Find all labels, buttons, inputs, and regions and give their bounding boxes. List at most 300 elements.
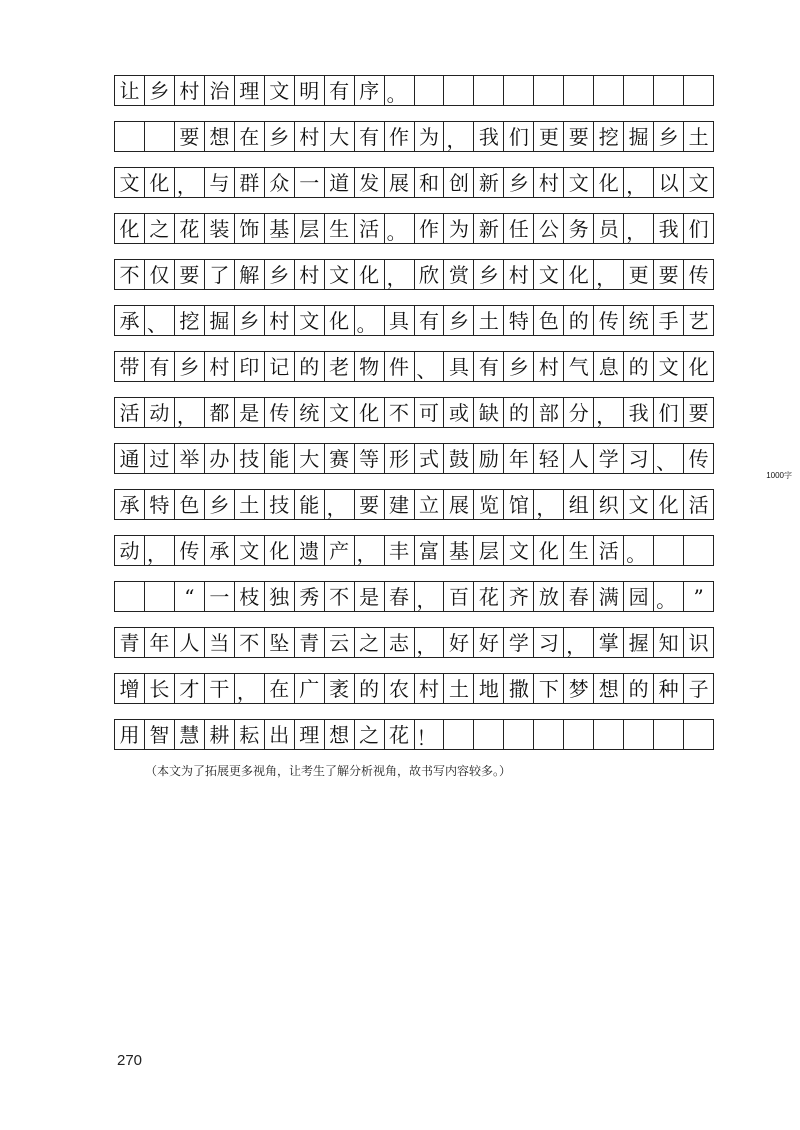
grid-cell: 花: [474, 582, 504, 611]
grid-cell: 村: [175, 76, 205, 105]
grid-cell: 艺: [684, 306, 714, 335]
grid-cell: 道: [325, 168, 355, 197]
grid-cell: 能: [295, 490, 325, 519]
grid-cell: 一: [205, 582, 235, 611]
grid-cell: 动: [115, 536, 145, 565]
grid-cell: 基: [444, 536, 474, 565]
grid-cell: 以: [654, 168, 684, 197]
grid-cell: ，: [564, 628, 594, 657]
grid-cell: ”: [684, 582, 714, 611]
grid-cell: 赛: [325, 444, 355, 473]
grid-cell: 想: [325, 720, 355, 749]
grid-cell: 轻: [534, 444, 564, 473]
grid-cell: 举: [175, 444, 205, 473]
grid-cell: 村: [205, 352, 235, 381]
grid-cell: 通: [115, 444, 145, 473]
grid-cell: 新: [474, 214, 504, 243]
grid-cell: [654, 536, 684, 565]
grid-cell: 文: [235, 536, 265, 565]
grid-cell: 。: [385, 76, 415, 105]
grid-cell: ，: [145, 536, 175, 565]
grid-cell: 要: [684, 398, 714, 427]
grid-cell: 生: [325, 214, 355, 243]
grid-cell: [474, 76, 504, 105]
grid-cell: 带: [115, 352, 145, 381]
grid-cell: 务: [564, 214, 594, 243]
grid-cell: 乡: [444, 306, 474, 335]
grid-cell: 色: [534, 306, 564, 335]
grid-cell: 慧: [175, 720, 205, 749]
grid-cell: 枝: [235, 582, 265, 611]
grid-cell: [474, 720, 504, 749]
grid-cell: 新: [474, 168, 504, 197]
grid-cell: 具: [444, 352, 474, 381]
grid-cell: 活: [355, 214, 385, 243]
grid-cell: 乡: [504, 168, 534, 197]
grid-cell: 满: [594, 582, 624, 611]
grid-cell: 有: [355, 122, 385, 151]
grid-cell: 我: [474, 122, 504, 151]
grid-cell: 化: [564, 260, 594, 289]
grid-cell: 立: [415, 490, 445, 519]
grid-cell: 习: [624, 444, 654, 473]
grid-cell: ，: [444, 122, 474, 151]
grid-cell: 年: [504, 444, 534, 473]
grid-cell: 花: [175, 214, 205, 243]
grid-cell: 老: [325, 352, 355, 381]
grid-cell: 之: [355, 720, 385, 749]
grid-cell: 村: [534, 168, 564, 197]
grid-cell: 青: [115, 628, 145, 657]
grid-cell: 村: [295, 260, 325, 289]
grid-cell: [115, 582, 145, 611]
grid-cell: 习: [534, 628, 564, 657]
grid-cell: 。: [355, 306, 385, 335]
grid-cell: 欣: [415, 260, 445, 289]
grid-cell: 是: [235, 398, 265, 427]
grid-cell: 传: [594, 306, 624, 335]
grid-cell: 坠: [265, 628, 295, 657]
grid-cell: 层: [474, 536, 504, 565]
grid-cell: 作: [415, 214, 445, 243]
grid-cell: 展: [385, 168, 415, 197]
grid-cell: 耘: [235, 720, 265, 749]
grid-cell: 要: [175, 260, 205, 289]
grid-cell: [564, 76, 594, 105]
grid-cell: 创: [444, 168, 474, 197]
grid-cell: 赏: [444, 260, 474, 289]
grid-cell: 等: [355, 444, 385, 473]
grid-cell: 文: [654, 352, 684, 381]
grid-cell: [444, 76, 474, 105]
grid-cell: 文: [684, 168, 714, 197]
grid-cell: 花: [385, 720, 415, 749]
grid-cell: 建: [385, 490, 415, 519]
grid-cell: 梦: [564, 674, 594, 703]
grid-cell: 群: [235, 168, 265, 197]
grid-row: [114, 581, 714, 612]
grid-cell: 才: [175, 674, 205, 703]
grid-cell: 化: [534, 536, 564, 565]
grid-cell: 学: [504, 628, 534, 657]
grid-cell: 袤: [325, 674, 355, 703]
grid-cell: 在: [265, 674, 295, 703]
grid-cell: 富: [415, 536, 445, 565]
grid-cell: 有: [325, 76, 355, 105]
grid-cell: 子: [684, 674, 714, 703]
grid-cell: 学: [594, 444, 624, 473]
grid-cell: 村: [265, 306, 295, 335]
grid-cell: 下: [534, 674, 564, 703]
grid-cell: 干: [205, 674, 235, 703]
grid-cell: 土: [474, 306, 504, 335]
grid-cell: 化: [265, 536, 295, 565]
grid-cell: 识: [684, 628, 714, 657]
grid-cell: 种: [654, 674, 684, 703]
grid-cell: ，: [624, 168, 654, 197]
grid-cell: 、: [415, 352, 445, 381]
grid-cell: 好: [474, 628, 504, 657]
grid-cell: 缺: [474, 398, 504, 427]
grid-cell: ！: [415, 720, 445, 749]
grid-cell: 撒: [504, 674, 534, 703]
grid-cell: 要: [355, 490, 385, 519]
grid-cell: 公: [534, 214, 564, 243]
grid-cell: 印: [235, 352, 265, 381]
grid-cell: ，: [534, 490, 564, 519]
grid-cell: 不: [325, 582, 355, 611]
grid-row: [114, 259, 714, 290]
grid-cell: 人: [175, 628, 205, 657]
grid-cell: 出: [265, 720, 295, 749]
grid-cell: 文: [534, 260, 564, 289]
grid-cell: [654, 76, 684, 105]
grid-cell: 村: [504, 260, 534, 289]
grid-cell: 乡: [205, 490, 235, 519]
grid-cell: 村: [415, 674, 445, 703]
grid-cell: 不: [385, 398, 415, 427]
grid-cell: 息: [594, 352, 624, 381]
grid-cell: 更: [534, 122, 564, 151]
grid-cell: 传: [265, 398, 295, 427]
grid-cell: 化: [654, 490, 684, 519]
grid-cell: 活: [684, 490, 714, 519]
grid-cell: [594, 720, 624, 749]
grid-cell: [534, 720, 564, 749]
grid-cell: 、: [654, 444, 684, 473]
grid-cell: 和: [415, 168, 445, 197]
grid-cell: 乡: [265, 122, 295, 151]
grid-cell: 一: [295, 168, 325, 197]
grid-cell: 乡: [145, 76, 175, 105]
grid-cell: 耕: [205, 720, 235, 749]
grid-cell: 员: [594, 214, 624, 243]
grid-cell: 文: [115, 168, 145, 197]
grid-cell: 文: [325, 398, 355, 427]
grid-cell: 放: [534, 582, 564, 611]
grid-row: [114, 489, 714, 520]
grid-cell: [624, 720, 654, 749]
grid-cell: 大: [325, 122, 355, 151]
grid-cell: 馆: [504, 490, 534, 519]
grid-cell: 遗: [295, 536, 325, 565]
grid-cell: 记: [265, 352, 295, 381]
grid-cell: 地: [474, 674, 504, 703]
grid-row: [114, 167, 714, 198]
grid-cell: ，: [355, 536, 385, 565]
grid-cell: ，: [175, 168, 205, 197]
grid-cell: [444, 720, 474, 749]
grid-cell: 的: [624, 352, 654, 381]
grid-cell: 当: [205, 628, 235, 657]
grid-cell: 了: [205, 260, 235, 289]
grid-cell: 我: [654, 214, 684, 243]
grid-cell: 不: [115, 260, 145, 289]
grid-cell: 理: [295, 720, 325, 749]
grid-cell: 不: [235, 628, 265, 657]
grid-cell: 独: [265, 582, 295, 611]
grid-cell: [594, 76, 624, 105]
grid-cell: 更: [624, 260, 654, 289]
grid-cell: 任: [504, 214, 534, 243]
grid-cell: 承: [115, 306, 145, 335]
grid-cell: [534, 76, 564, 105]
grid-cell: 鼓: [444, 444, 474, 473]
grid-cell: 统: [624, 306, 654, 335]
grid-cell: 化: [145, 168, 175, 197]
word-count-marker: 1000字: [766, 471, 792, 480]
grid-cell: 仅: [145, 260, 175, 289]
grid-cell: 乡: [654, 122, 684, 151]
grid-cell: 励: [474, 444, 504, 473]
grid-cell: 云: [325, 628, 355, 657]
grid-cell: 智: [145, 720, 175, 749]
grid-cell: [684, 76, 714, 105]
grid-cell: 化: [115, 214, 145, 243]
grid-cell: 。: [385, 214, 415, 243]
grid-cell: 园: [624, 582, 654, 611]
grid-cell: 特: [504, 306, 534, 335]
grid-cell: 长: [145, 674, 175, 703]
grid-cell: 之: [145, 214, 175, 243]
grid-cell: 手: [654, 306, 684, 335]
grid-cell: 件: [385, 352, 415, 381]
grid-cell: 乡: [504, 352, 534, 381]
grid-cell: 化: [355, 260, 385, 289]
grid-cell: 具: [385, 306, 415, 335]
grid-cell: 之: [355, 628, 385, 657]
grid-cell: 部: [534, 398, 564, 427]
grid-cell: 传: [684, 260, 714, 289]
grid-cell: 文: [564, 168, 594, 197]
grid-cell: 秀: [295, 582, 325, 611]
grid-cell: 治: [205, 76, 235, 105]
grid-cell: 或: [444, 398, 474, 427]
grid-cell: 想: [205, 122, 235, 151]
grid-row: [114, 673, 714, 704]
grid-cell: 化: [355, 398, 385, 427]
grid-cell: 文: [325, 260, 355, 289]
grid-cell: 我: [624, 398, 654, 427]
grid-cell: 发: [355, 168, 385, 197]
footnote: （本文为了拓展更多视角，让考生了解分析视角，故书写内容较多。）: [145, 764, 512, 778]
grid-cell: 想: [594, 674, 624, 703]
grid-cell: 形: [385, 444, 415, 473]
grid-cell: 好: [444, 628, 474, 657]
grid-cell: 要: [564, 122, 594, 151]
grid-cell: 序: [355, 76, 385, 105]
grid-row: [114, 121, 714, 152]
grid-row: [114, 535, 714, 566]
grid-row: [114, 75, 714, 106]
grid-cell: 承: [115, 490, 145, 519]
grid-cell: 文: [624, 490, 654, 519]
grid-cell: 乡: [265, 260, 295, 289]
grid-cell: 生: [564, 536, 594, 565]
grid-cell: 与: [205, 168, 235, 197]
grid-cell: 式: [415, 444, 445, 473]
grid-cell: 技: [235, 444, 265, 473]
grid-cell: 统: [295, 398, 325, 427]
grid-cell: 土: [235, 490, 265, 519]
grid-cell: 传: [684, 444, 714, 473]
grid-cell: 织: [594, 490, 624, 519]
grid-cell: 分: [564, 398, 594, 427]
grid-cell: 基: [265, 214, 295, 243]
grid-row: [114, 719, 714, 750]
grid-cell: 的: [624, 674, 654, 703]
grid-cell: [115, 122, 145, 151]
grid-row: [114, 443, 714, 474]
grid-cell: ，: [415, 628, 445, 657]
grid-cell: 物: [355, 352, 385, 381]
essay-grid: [114, 75, 714, 765]
grid-cell: 们: [684, 214, 714, 243]
grid-cell: 村: [295, 122, 325, 151]
grid-cell: 齐: [504, 582, 534, 611]
grid-cell: 是: [355, 582, 385, 611]
grid-row: [114, 305, 714, 336]
grid-cell: 志: [385, 628, 415, 657]
grid-cell: 能: [265, 444, 295, 473]
grid-cell: 有: [145, 352, 175, 381]
grid-cell: 要: [654, 260, 684, 289]
grid-cell: 广: [295, 674, 325, 703]
grid-cell: ，: [594, 260, 624, 289]
grid-cell: 层: [295, 214, 325, 243]
grid-cell: 活: [115, 398, 145, 427]
grid-cell: ，: [415, 582, 445, 611]
grid-cell: 掌: [594, 628, 624, 657]
grid-cell: 乡: [474, 260, 504, 289]
grid-cell: [504, 76, 534, 105]
grid-cell: 明: [295, 76, 325, 105]
grid-cell: “: [175, 582, 205, 611]
grid-cell: 有: [474, 352, 504, 381]
grid-cell: 活: [594, 536, 624, 565]
grid-cell: 化: [594, 168, 624, 197]
grid-cell: [564, 720, 594, 749]
grid-cell: 产: [325, 536, 355, 565]
grid-cell: 化: [325, 306, 355, 335]
grid-cell: 解: [235, 260, 265, 289]
grid-cell: 丰: [385, 536, 415, 565]
grid-cell: ，: [624, 214, 654, 243]
grid-cell: 可: [415, 398, 445, 427]
grid-row: [114, 351, 714, 382]
grid-cell: 人: [564, 444, 594, 473]
grid-cell: 组: [564, 490, 594, 519]
grid-cell: [504, 720, 534, 749]
grid-cell: 在: [235, 122, 265, 151]
grid-cell: 文: [265, 76, 295, 105]
grid-cell: 青: [295, 628, 325, 657]
grid-row: [114, 213, 714, 244]
grid-cell: 有: [415, 306, 445, 335]
grid-cell: ，: [175, 398, 205, 427]
grid-row: [114, 627, 714, 658]
grid-cell: 承: [205, 536, 235, 565]
grid-cell: [145, 122, 175, 151]
grid-cell: 掘: [624, 122, 654, 151]
grid-cell: 办: [205, 444, 235, 473]
grid-cell: ，: [325, 490, 355, 519]
grid-cell: 。: [654, 582, 684, 611]
grid-cell: 的: [504, 398, 534, 427]
grid-cell: 的: [355, 674, 385, 703]
grid-cell: 农: [385, 674, 415, 703]
page-number: 270: [117, 1052, 143, 1069]
grid-cell: 饰: [235, 214, 265, 243]
grid-cell: 用: [115, 720, 145, 749]
grid-cell: 理: [235, 76, 265, 105]
grid-cell: [684, 536, 714, 565]
grid-cell: 为: [444, 214, 474, 243]
grid-cell: 春: [564, 582, 594, 611]
grid-cell: 百: [444, 582, 474, 611]
grid-cell: 乡: [175, 352, 205, 381]
grid-cell: 挖: [594, 122, 624, 151]
grid-cell: 。: [624, 536, 654, 565]
grid-cell: 动: [145, 398, 175, 427]
grid-cell: 过: [145, 444, 175, 473]
grid-cell: 、: [145, 306, 175, 335]
grid-row: [114, 397, 714, 428]
grid-cell: [624, 76, 654, 105]
grid-cell: ，: [235, 674, 265, 703]
grid-cell: 村: [534, 352, 564, 381]
grid-cell: 乡: [235, 306, 265, 335]
grid-cell: 知: [654, 628, 684, 657]
grid-cell: 让: [115, 76, 145, 105]
grid-cell: 土: [684, 122, 714, 151]
grid-cell: 要: [175, 122, 205, 151]
grid-cell: 传: [175, 536, 205, 565]
grid-cell: [684, 720, 714, 749]
grid-cell: 特: [145, 490, 175, 519]
grid-cell: 们: [504, 122, 534, 151]
grid-cell: 们: [654, 398, 684, 427]
grid-cell: 览: [474, 490, 504, 519]
grid-cell: 土: [444, 674, 474, 703]
grid-cell: [654, 720, 684, 749]
grid-cell: 挖: [175, 306, 205, 335]
grid-cell: 大: [295, 444, 325, 473]
grid-cell: 展: [444, 490, 474, 519]
grid-cell: 的: [564, 306, 594, 335]
grid-cell: 化: [684, 352, 714, 381]
grid-cell: 握: [624, 628, 654, 657]
